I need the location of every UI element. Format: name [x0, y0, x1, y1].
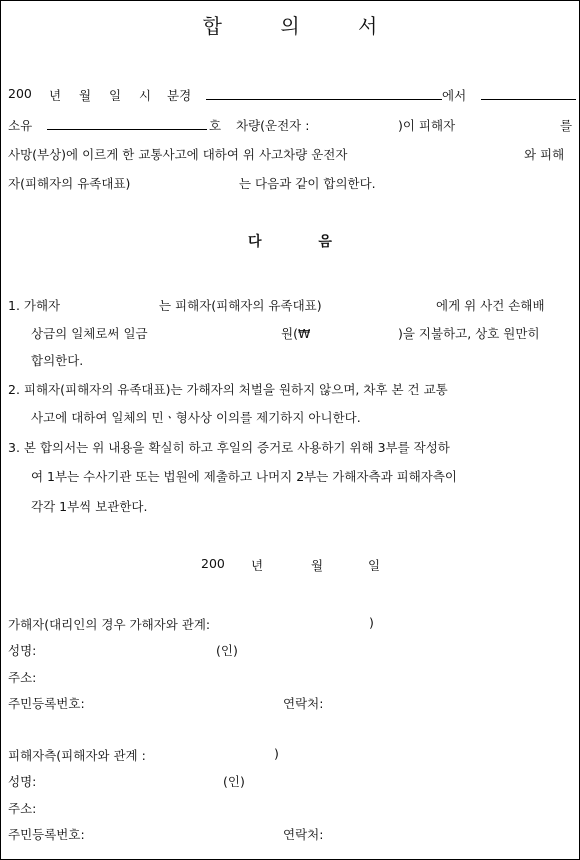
perpetrator-contact-label: 연락처:: [283, 696, 324, 711]
victim-heading-close: ): [274, 746, 279, 761]
intro-hour-label: 시: [139, 88, 152, 103]
intro-place-suffix: 에서: [442, 88, 467, 103]
victim-id-label: 주민등록번호:: [8, 827, 85, 842]
intro-line-4-start: 자(피해자의 유족대표): [8, 176, 131, 191]
vehicle-number-blank[interactable]: [47, 129, 207, 130]
clause-3-line-2: 여 1부는 수사기관 또는 법원에 제출하고 나머지 2부는 가해자측과 피해자측이: [31, 469, 457, 484]
intro-year: 200: [8, 86, 32, 101]
intro-line-4-end: 는 다음과 같이 합의한다.: [239, 176, 376, 191]
perpetrator-name-label: 성명:: [8, 643, 37, 658]
date-year: 200: [201, 556, 225, 571]
owner-blank[interactable]: [481, 99, 576, 100]
intro-line-3: [8, 145, 446, 163]
intro-line-3-end: 와 피해: [524, 147, 565, 162]
perpetrator-id-label: 주민등록번호:: [8, 696, 85, 711]
date-year-label: 년: [251, 558, 264, 573]
victim-heading: 피해자측(피해자와 관계 :: [8, 748, 146, 763]
intro-object-particle: 를: [560, 118, 573, 133]
perpetrator-heading: 가해자(대리인의 경우 가해자와 관계:: [8, 617, 211, 632]
place-blank[interactable]: [206, 99, 442, 100]
intro-year-label: 년: [49, 88, 62, 103]
clause-2-line-1: 2. 피해자(피해자의 유족대표)는 가해자의 처벌을 원하지 않으며, 차후 본 건 교통: [8, 382, 448, 397]
victim-contact-label: 연락처:: [283, 827, 324, 842]
perpetrator-heading-close: ): [369, 615, 374, 630]
clause-1-amount-label: 원(₩: [281, 326, 311, 341]
intro-line-3-text: 사망(부상)에 이르게 한 교통사고에 대하여 위 사고차량 운전자: [8, 147, 348, 162]
intro-vehicle-driver-label: 차량(운전자 :: [236, 118, 310, 133]
intro-month-label: 월: [79, 88, 92, 103]
victim-address-label: 주소:: [8, 801, 37, 816]
document-title: 합 의 서: [202, 14, 404, 38]
perpetrator-address-label: 주소:: [8, 670, 37, 685]
clause-1-line-2-end: )을 지불하고, 상호 원만히: [398, 326, 540, 341]
intro-vehicle-number-suffix: 호: [209, 118, 222, 133]
clause-1-line-2-start: 상금의 일체로써 일금: [31, 326, 148, 341]
victim-seal: (인): [223, 774, 245, 789]
date-month-label: 월: [311, 558, 324, 573]
intro-day-label: 일: [109, 88, 122, 103]
clause-3-line-1: 3. 본 합의서는 위 내용을 확실히 하고 후일의 증거로 사용하기 위해 3부를 작성하: [8, 440, 450, 455]
clause-3-line-3: 각각 1부씩 보관한다.: [31, 499, 148, 514]
clause-1-start: 1. 가해자: [8, 298, 61, 313]
clause-1-line-3: 합의한다.: [31, 353, 84, 368]
intro-victim-label: )이 피해자: [398, 118, 456, 133]
intro-minute-label: 분경: [167, 88, 192, 103]
clause-2-line-2: 사고에 대하여 일체의 민ㆍ형사상 이의를 제기하지 아니한다.: [31, 410, 361, 425]
clause-1-end: 에게 위 사건 손해배: [436, 298, 545, 313]
victim-name-label: 성명:: [8, 774, 37, 789]
section-heading: 다 음: [248, 234, 358, 250]
intro-owner-label: 소유: [8, 118, 33, 133]
clause-1-mid: 는 피해자(피해자의 유족대표): [159, 298, 322, 313]
date-day-label: 일: [368, 558, 381, 573]
perpetrator-seal: (인): [216, 643, 238, 658]
